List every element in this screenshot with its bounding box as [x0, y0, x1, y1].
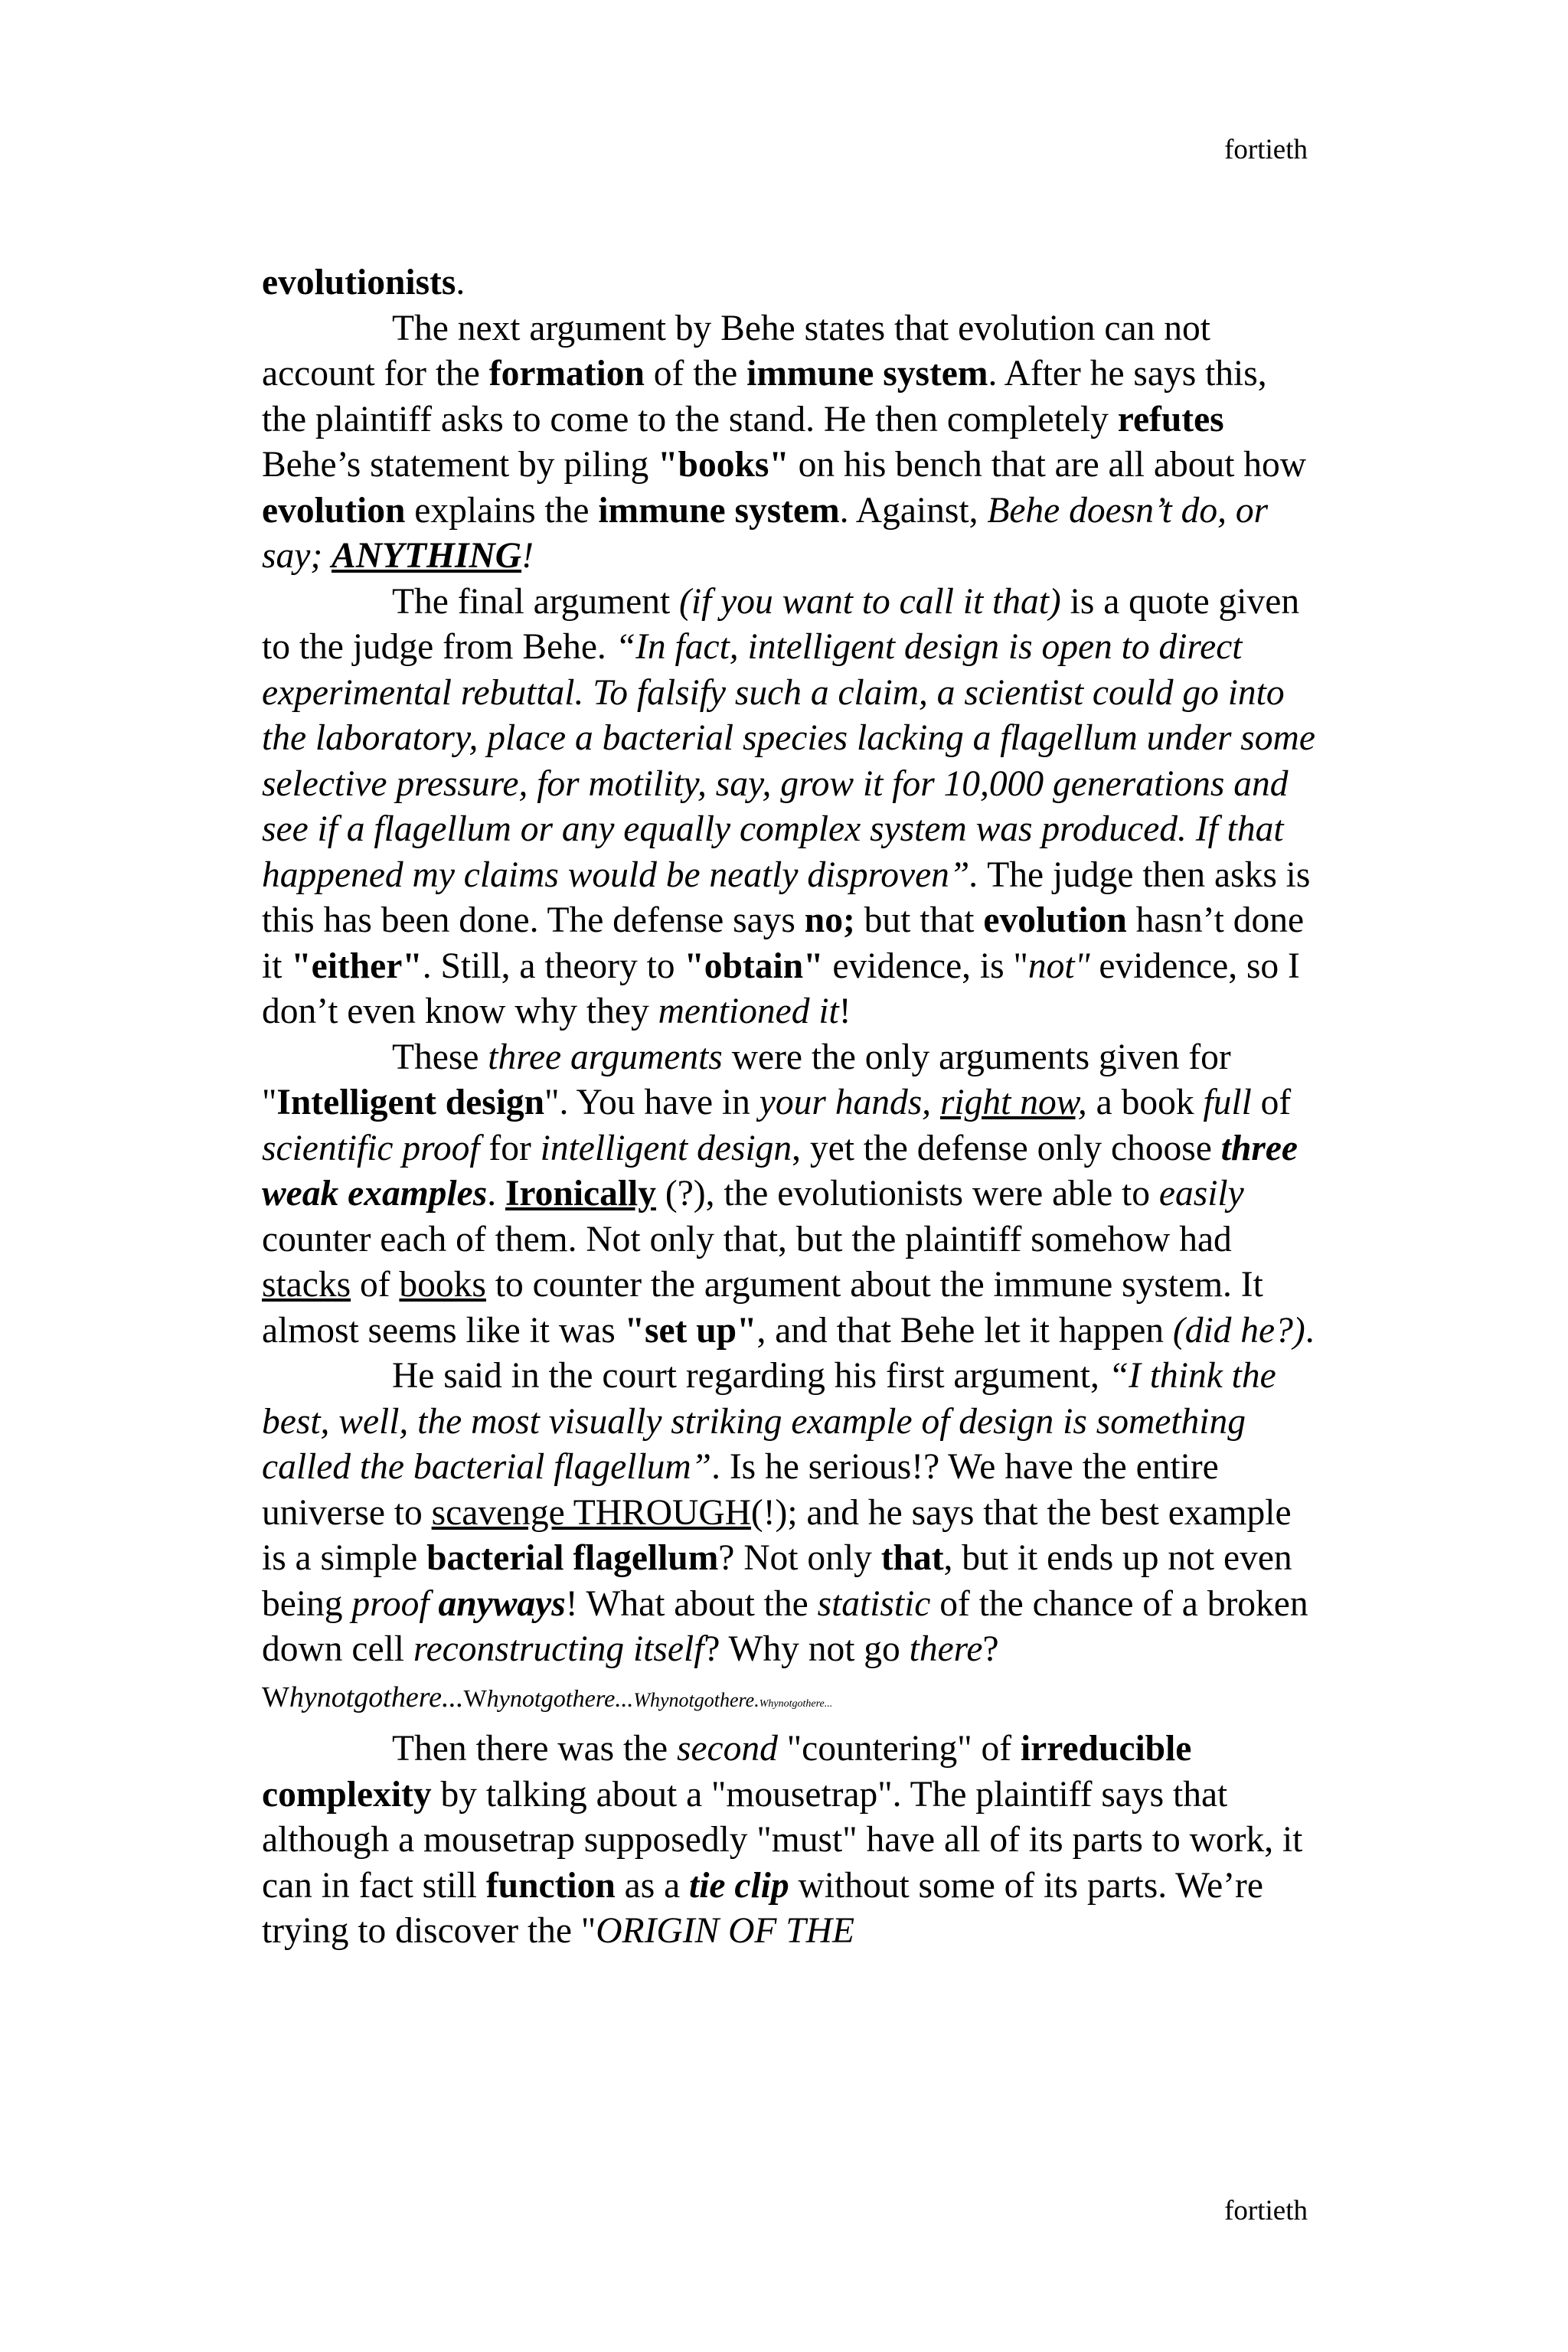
underlined-text: stacks — [262, 1265, 351, 1305]
italic-text: there — [909, 1629, 983, 1669]
behe-quote: “I think the best, well, the most visually striking example of design is something called the bacterial flagellum” — [262, 1356, 1276, 1487]
text-span: of — [351, 1265, 400, 1305]
italic-text: full — [1203, 1083, 1252, 1122]
italic-text — [940, 1083, 1087, 1122]
bold-text: irreducible complexity — [262, 1729, 1192, 1815]
text-span: evidence, is " — [823, 946, 1028, 986]
italic-text: second — [676, 1729, 778, 1769]
text-span: (?), the evolutionists were able to — [656, 1174, 1159, 1214]
text-span: of the chance of a broken down cell — [262, 1583, 1308, 1669]
italic-text: three arguments — [488, 1037, 723, 1077]
text-span: . — [456, 263, 466, 302]
paragraph-continuation — [262, 260, 1318, 306]
behe-quote: “In fact, intelligent design is open to direct experimental rebuttal. To falsify such a claim, a scientist could go into the laboratory, place a bacterial species lacking a flagellum under some selective pressure, for motility, say, grow it for 10,000 generations and see if a flagellum or any equally complex system was produced. If that happened my claims would be neatly disproven”. — [262, 627, 1315, 895]
underlined-text: books — [399, 1265, 486, 1305]
text-span: to counter the argument about the immune system. It almost seems like it was — [262, 1265, 1263, 1351]
text-span: hasn’t done it — [262, 900, 1305, 986]
shrinking-text-1 — [262, 1681, 463, 1713]
bold-text: immune system — [598, 490, 840, 531]
bold-text: that — [880, 1538, 944, 1578]
bold-text: refutes — [1117, 399, 1224, 439]
italic-text: statistic — [817, 1583, 931, 1624]
paragraph-three-arguments — [262, 1035, 1318, 1354]
paragraph-flagellum — [262, 1354, 1318, 1726]
text-span: ! — [838, 991, 851, 1031]
bold-text: no; — [804, 900, 855, 940]
shrinking-text-2 — [463, 1684, 633, 1712]
text-span: These — [392, 1037, 488, 1077]
text-span: . Is he serious!? We have the entire universe to — [262, 1447, 1219, 1533]
bold-text: "obtain" — [684, 946, 824, 986]
italic-text: Behe doesn’t do, or say; — [262, 490, 1269, 576]
text-span: without some of its parts. We’re trying to discover the " — [262, 1865, 1263, 1951]
bold-text: function — [485, 1865, 616, 1906]
text-span: He said in the court regarding his first argument, — [392, 1356, 1109, 1396]
bold-text: formation — [488, 354, 645, 394]
text-span: of the — [644, 354, 747, 394]
bold-italic-text — [438, 1584, 565, 1624]
text-span: counter each of them. Not only that, but the plaintiff somehow had — [262, 1219, 1232, 1259]
bold-text: "set up" — [624, 1310, 757, 1351]
underlined-text: right now, — [939, 1083, 1087, 1122]
text-span: (!); and he says that the best example is a simple — [262, 1492, 1292, 1578]
underlined-text: Ironically — [505, 1174, 656, 1214]
italic-text: mentioned it — [658, 991, 839, 1031]
text-span: ! What about the — [565, 1583, 818, 1624]
bold-italic-inner: anyways — [438, 1583, 566, 1624]
paragraph-mousetrap — [262, 1726, 1318, 1955]
italic-text: not" — [1027, 946, 1090, 986]
text-span: . — [1305, 1310, 1315, 1351]
shrinking-text-3: Whynotgothere. — [633, 1688, 760, 1711]
bold-text: Intelligent design — [276, 1083, 545, 1122]
italic-text: hynotgothere... — [486, 1684, 634, 1712]
text-span: ? — [982, 1629, 999, 1669]
text-span: The next argument by Behe states that evolution can not account for the — [262, 308, 1210, 394]
text-span — [430, 1584, 439, 1624]
text-span: ". You have in — [544, 1083, 760, 1122]
bold-text: "books" — [658, 445, 789, 485]
bold-text — [505, 1174, 656, 1214]
italic-text: (did he?) — [1172, 1310, 1305, 1351]
bold-text: evolution — [983, 900, 1127, 940]
emphasis-text — [332, 536, 521, 576]
text-span: W — [262, 1681, 289, 1713]
text-span: . — [487, 1174, 505, 1214]
paragraph-final-argument — [262, 580, 1318, 1035]
italic-text: ! — [521, 536, 534, 576]
text-span: W — [463, 1684, 487, 1712]
text-span: but that — [854, 900, 984, 940]
text-span: of — [1251, 1083, 1292, 1122]
text-span: is a quote given to the judge from Behe. — [262, 581, 1300, 667]
italic-text: your hands, — [759, 1083, 940, 1122]
text-span: , but it ends up not even being — [262, 1538, 1292, 1624]
running-header: fortieth — [1224, 134, 1308, 165]
text-span: "countering" of — [777, 1729, 1021, 1769]
text-span: explains the — [405, 490, 599, 531]
text-span: were the only arguments given for " — [262, 1037, 1231, 1122]
text-span: by talking about a "mousetrap". The plaintiff says that although a mousetrap supposedly "must" have all of its parts to work, it can in fact still — [262, 1774, 1303, 1906]
document-body — [262, 260, 1318, 1955]
text-span: evidence, so I don’t even know why they — [262, 946, 1300, 1031]
text-span: . After he says this, the plaintiff asks to come to the stand. He then completely — [262, 354, 1267, 439]
bold-text: immune system — [746, 354, 988, 394]
italic-text: easily — [1158, 1174, 1244, 1214]
text-span: , yet the defense only choose — [792, 1128, 1221, 1168]
text-span: Behe’s statement by piling — [262, 445, 658, 485]
italic-text: intelligent design — [540, 1128, 792, 1168]
text-span: ? Why not go — [704, 1629, 910, 1669]
text-span: ? Not only — [718, 1538, 881, 1578]
text-span: The final argument — [392, 581, 680, 622]
italic-text: (if you want to call it that) — [679, 581, 1061, 622]
bold-italic-inner: tie clip — [689, 1865, 789, 1906]
text-span: a book — [1086, 1083, 1204, 1122]
italic-text: scientific proof — [262, 1128, 480, 1168]
bold-italic-inner: three weak examples — [262, 1128, 1298, 1214]
text-span: on his bench that are all about how — [789, 445, 1307, 485]
italic-text: hynotgothere... — [289, 1681, 464, 1713]
text-span: for — [479, 1128, 541, 1168]
italic-text: ORIGIN OF THE — [596, 1911, 854, 1951]
text-span: as a — [615, 1865, 690, 1906]
paragraph-immune-system — [262, 306, 1318, 580]
underlined-text: ANYTHING — [332, 536, 522, 576]
bold-text: evolutionists — [262, 263, 456, 302]
text-span: Then there was the — [392, 1729, 677, 1769]
running-footer: fortieth — [1224, 2195, 1308, 2226]
shrinking-text-4: Whynotgothere... — [759, 1697, 833, 1710]
bold-text: evolution — [262, 490, 406, 531]
text-span: . Still, a theory to — [422, 946, 684, 986]
italic-text: proof — [351, 1583, 430, 1624]
text-span: . Against, — [839, 490, 988, 531]
bold-text: "either" — [291, 946, 423, 986]
bold-text: bacterial flagellum — [426, 1538, 719, 1578]
text-span: , and that Behe let it happen — [756, 1310, 1173, 1351]
italic-text: reconstructing itself — [413, 1629, 704, 1669]
text-span: The judge then asks is this has been done. The defense says — [262, 854, 1311, 940]
bold-italic-text — [689, 1866, 789, 1906]
underlined-text: scavenge THROUGH — [431, 1492, 751, 1533]
